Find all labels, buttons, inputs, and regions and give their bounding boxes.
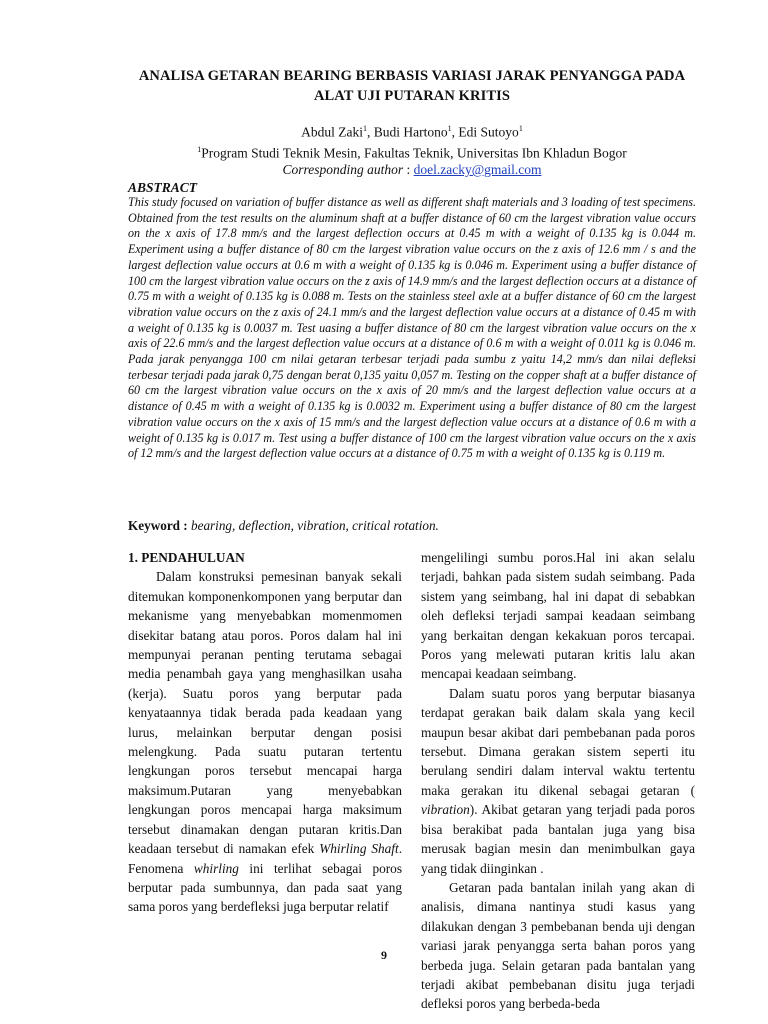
- author-separator: ,: [451, 124, 459, 140]
- author-name: Edi Sutoyo: [458, 124, 519, 140]
- right-column: [421, 548, 695, 1014]
- author-affiliation-mark: 1: [447, 124, 452, 133]
- author-name: Budi Hartono: [373, 124, 448, 140]
- text-run-italic: Whirling Shaft: [319, 841, 399, 857]
- section-heading: 1. PENDAHULUAN: [128, 550, 245, 565]
- paragraph: Getaran pada bantalan inilah yang akan di analisis, dimana nantinya studi kasus yang dilakukan dengan 3 pembebanan benda uji dengan variasi jarak penyangga serta bahan poros yang berbeda juga. Selain getaran pada bantalan yang terjadi akibat pembebanan disitu juga terjadi defleksi poros yang berbeda-beda: [421, 879, 695, 1012]
- paper-title: ANALISA GETARAN BEARING BERBASIS VARIASI JARAK PENYANGGA PADA ALAT UJI PUTARAN KRITIS: [138, 68, 686, 104]
- author-block: [128, 120, 696, 178]
- author-affiliation-mark: 1: [363, 124, 368, 133]
- author-affiliation-mark: 1: [518, 124, 523, 133]
- affiliation-text: Program Studi Teknik Mesin, Fakultas Teknik, Universitas Ibn Khladun Bogor: [201, 145, 627, 160]
- keyword-values: bearing, deflection, vibration, critical rotation.: [187, 518, 439, 533]
- text-run-italic: vibration: [421, 802, 470, 818]
- text-run: . Fenomena: [128, 841, 403, 876]
- affiliation: [128, 141, 696, 162]
- affiliation-mark: 1: [197, 144, 202, 154]
- abstract-heading: ABSTRACT: [128, 180, 198, 195]
- paragraph: [421, 684, 695, 878]
- author-separator: ,: [367, 124, 374, 140]
- paragraph-continued: [421, 548, 695, 684]
- text-run: Dalam konstruksi pemesinan banyak sekali ditemukan komponenkomponen yang berputar dan mekanisme yang menyebabkan momenmomen disekitar batang atau poros. Poros dalam hal ini mempunyai peranan penting terutama sebagai media penambah gaya yang menghasilkan usaha (kerja). Suatu poros yang berputar pada kenyataannya tidak berada pada keadaan yang lurus, melainkan berputar dengan posisi melengkung. Pada suatu putaran tertentu lengkungan poros tersebut mencapai harga maksimum.Putaran yang menyebabkan lengkungan poros mencapai harga maksimum tersebut dinamakan dengan putaran kritis.Dan keadaan tersebut di namakan efek: [128, 569, 402, 857]
- text-run: ini terlihat sebagai poros berputar pada sumbunnya, dan pada saat yang sama poros yang berdefleksi juga berputar relatif: [128, 860, 402, 915]
- email-link[interactable]: doel.zacky@gmail.com: [413, 162, 542, 177]
- page-number: 9: [381, 948, 387, 962]
- left-column: [128, 548, 402, 917]
- keyword-line: [128, 518, 696, 534]
- paragraph: [128, 567, 402, 916]
- text-run-italic: whirling: [193, 860, 239, 876]
- keyword-label: Keyword :: [128, 518, 188, 533]
- corresponding-author: [128, 161, 696, 178]
- abstract-text: This study focused on variation of buffer distance as well as different shaft materials and 3 loading of test specimens. Obtained from the test results on the aluminum shaft at a buffer distance of 60 cm the largest vibration value occurs on the x axis of 17.8 mm/s and the largest deflection occurs at 0.45 m with a weight of 0.135 kg is 0.044 m. Experiment using a buffer distance of 80 cm the largest vibration value occurs on the z axis of 12.6 mm / s and the largest deflection value occurs at 0.6 m with a weight of 0.135 kg is 0.046 m. Experiment using a buffer distance of 100 cm the largest vibration value occurs on the z axis of 14.9 mm/s and the largest deflection occurs at a distance of 0.75 m with a weight of 0.135 kg is 0.088 m. Tests on the stainless steel axle at a buffer distance of 60 cm the largest vibration value occurs on the z axis of 24.1 mm/s and the largest deflection value occurs at a distance of 0.45 m with a weight of 0.135 kg is 0.0037 m. Test uasing a buffer distance of 80 cm the largest vibration value occurs on the x axis of 22.6 mm/s and the largest deflection value occurs at a distance of 0.6 m with a weight of 0.011 kg is 0.046 m. Pada jarak penyangga 100 cm nilai getaran terbesar terjadi pada sumbu z yaitu 14,2 mm/s dan nilai defleksi terbesar terjadi pada jarak 0,75 dengan berat 0,135 yaitu 0,057 m. Testing on the copper shaft at a buffer distance of 60 cm the largest vibration value occurs on the x axis of 20 mm/s and the largest deflection value occurs at a distance of 0.45 m with a weight of 0.135 kg is 0.0032 m. Experiment using a buffer distance of 80 cm the largest vibration value occurs on the x axis of 15 mm/s and the largest deflection value occurs at a distance of 0.6 m with a weight of 0.135 kg is 0.017 m. Test using a buffer distance of 100 cm the largest vibration value occurs on the x axis of 12 mm/s and the largest deflection value occurs at a distance of 0.75 m with a weight of 0.135 kg is 0.119 m.: [128, 195, 696, 461]
- text-run: mengelilingi sumbu poros.Hal ini akan selalu terjadi, bahkan pada sistem sudah seimbang. Pada sistem yang seimbang, hal ini dapat di sebabkan oleh defleksi terjadi sampai keadaan seimbang yang berkaitan dengan kekakuan poros tercapai. Poros yang melewati putaran kritis lalu akan mencapai keadaan seimbang.: [421, 550, 695, 682]
- text-run: Dalam suatu poros yang berputar biasanya terdapat gerakan baik dalam skala yang kecil maupun besar akibat dari pembebanan pada poros tersebut. Dimana gerakan sistem seperti itu berulang sendiri dalam interval waktu tertentu maka gerakan itu dikenal sebagai getaran (: [421, 685, 695, 798]
- text-run: ). Akibat getaran yang terjadi pada poros bisa berakibat pada bantalan juga yang bisa merusak bagian mesin dan menimbulkan gaya yang tidak diinginkan .: [421, 802, 695, 876]
- author-name: Abdul Zaki: [301, 124, 364, 140]
- corresponding-separator: :: [403, 162, 414, 177]
- author-names: [128, 120, 696, 141]
- corresponding-label: Corresponding author: [282, 162, 404, 177]
